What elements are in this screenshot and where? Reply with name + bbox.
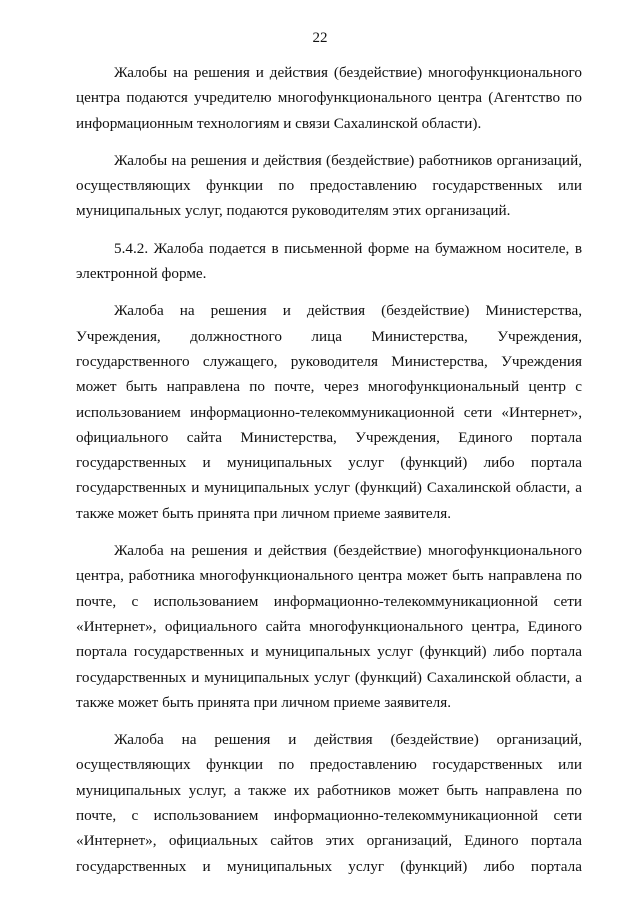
- text-line: государственных и муниципальных услуг (функций) Сахалинской области, а: [76, 668, 582, 686]
- text-line: Жалоба на решения и действия (бездействие) многофункционального: [114, 542, 582, 560]
- text-line: также может быть принята при личном приеме заявителя.: [76, 504, 452, 522]
- paragraph-organization-staff-complaints: [76, 148, 582, 224]
- text-line: также может быть принята при личном приеме заявителя.: [76, 693, 452, 711]
- text-line: государственного служащего, руководителя Министерства, Учреждения: [76, 352, 582, 370]
- text-line: государственных и муниципальных услуг (функций) либо портала: [76, 454, 582, 472]
- text-line: почте, с использованием информационно-телекоммуникационной сети: [76, 592, 582, 610]
- text-line: осуществляющих функции по предоставлению государственных или: [76, 756, 582, 774]
- text-line: Учреждения, должностного лица Министерства, Учреждения,: [76, 327, 582, 345]
- paragraph-ministry-complaints: [76, 298, 582, 526]
- text-line: государственных и муниципальных услуг (функций) Сахалинской области, а: [76, 479, 582, 497]
- paragraph-organizations-complaints: [76, 727, 582, 879]
- text-line: «Интернет», официального сайта многофункционального центра, Единого: [76, 617, 582, 635]
- paragraph-mfc-worker-complaints: [76, 538, 582, 715]
- text-line: может быть направлена по почте, через многофункциональный центр с: [76, 378, 582, 396]
- text-line: государственных и муниципальных услуг (функций) либо портала: [76, 857, 582, 875]
- text-line: «Интернет», официальных сайтов этих организаций, Единого портала: [76, 832, 582, 850]
- text-line: Жалобы на решения и действия (бездействие) работников организаций,: [114, 151, 582, 169]
- text-line: Жалоба на решения и действия (бездействие) организаций,: [114, 731, 582, 749]
- paragraph-mfc-complaints: [76, 60, 582, 136]
- text-line: информационным технологиям и связи Сахалинской области).: [76, 114, 482, 132]
- text-line: центра, работника многофункционального центра может быть направлена по: [76, 567, 582, 585]
- text-line: портала государственных и муниципальных услуг (функций) либо портала: [76, 643, 582, 661]
- text-line: электронной форме.: [76, 265, 207, 283]
- text-line: муниципальных услуг, а также их работников может быть направлена по: [76, 781, 582, 799]
- text-line: осуществляющих функции по предоставлению государственных или: [76, 177, 582, 195]
- text-line: Жалобы на решения и действия (бездействие) многофункционального: [114, 64, 582, 81]
- text-line: муниципальных услуг, подаются руководителям этих организаций.: [76, 202, 511, 220]
- text-line: использованием информационно-телекоммуникационной сети «Интернет»,: [76, 403, 582, 421]
- page-number: 22: [312, 30, 328, 46]
- text-line: Жалоба на решения и действия (бездействие) Министерства,: [114, 302, 582, 320]
- text-line: центра подаются учредителю многофункционального центра (Агентство по: [76, 89, 582, 107]
- text-line: почте, с использованием информационно-телекоммуникационной сети: [76, 807, 582, 825]
- paragraph-section-5-4-2: [76, 236, 582, 287]
- text-line: официального сайта Министерства, Учреждения, Единого портала: [76, 428, 582, 446]
- document-body: [76, 60, 582, 891]
- text-line: 5.4.2. Жалоба подается в письменной форме на бумажном носителе, в: [114, 239, 582, 257]
